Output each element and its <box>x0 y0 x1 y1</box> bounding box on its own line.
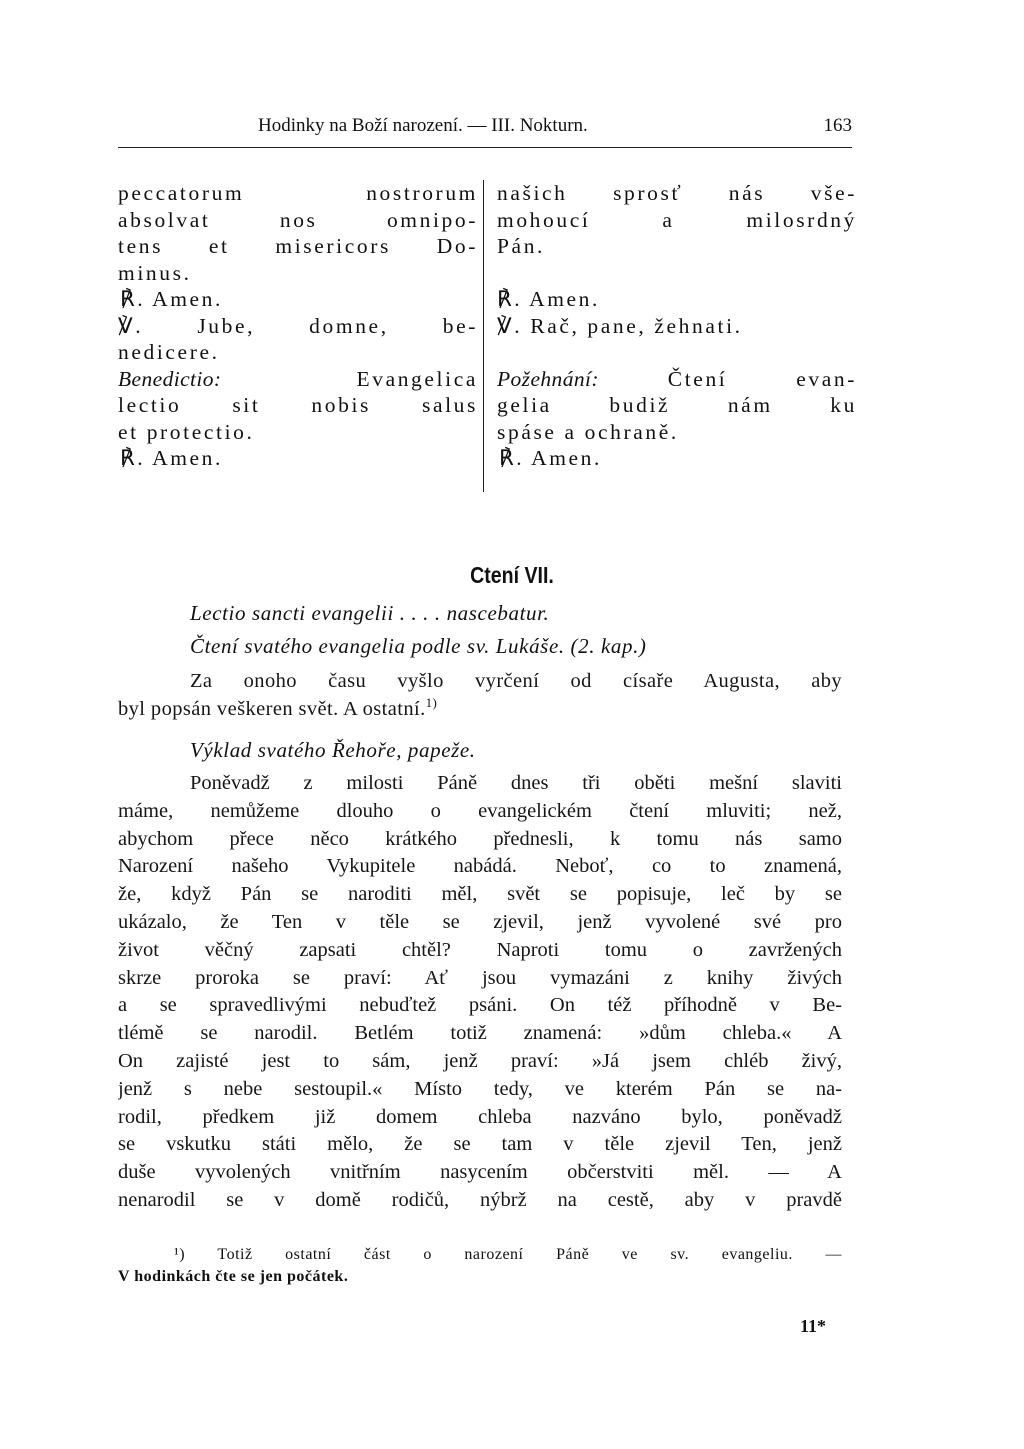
footnote-mark: 1) <box>425 695 438 710</box>
commentary-line-9: a se spravedlivými nebuďtež psáni. On též příhodně v Be- <box>118 994 842 1017</box>
latin-line-7: nedicere. <box>118 340 220 364</box>
czech-spacer <box>497 260 857 287</box>
footnote-line-1: ¹) Totiž ostatní část o narození Páně ve sv. evangeliu. — <box>174 1246 842 1263</box>
commentary-line-11: On zajisté jest to sám, jenž praví: »Já jsem chléb živý, <box>118 1049 842 1072</box>
gospel-line-1: Za onoho času vyšlo vyrčení od císaře Augusta, aby <box>190 670 842 692</box>
latin-line-9: lectio sit nobis salus <box>118 393 478 417</box>
latin-line-6: ℣. Jube, domne, be- <box>118 313 478 338</box>
commentary-line-6: ukázalo, že Ten v těle se zjevil, jenž vyvolené své pro <box>118 910 842 933</box>
signature-mark: 11* <box>800 1316 827 1336</box>
latin-line-4: minus. <box>118 260 192 285</box>
commentary-line-5: že, když Pán se naroditi měl, svět se popisuje, leč by se <box>118 883 842 906</box>
commentary-line-12: jenž s nebe sestoupil.« Místo tedy, ve kterém Pán se na- <box>118 1077 842 1100</box>
czech-line-5: ℣. Rač, pane, žehnati. <box>497 313 743 338</box>
benedictio-label: Benedictio: <box>118 366 222 391</box>
column-divider <box>483 180 484 492</box>
pozehnani-label: Požehnání: <box>497 366 599 391</box>
czech-line-2: mohoucí a milosrdný <box>497 207 857 232</box>
czech-line-8: spáse a ochraně. <box>497 419 679 444</box>
lectio-line: Lectio sancti evangelii . . . . nascebatur. <box>190 601 550 625</box>
running-title: Hodinky na Boží narození. — III. Nokturn. <box>258 115 588 136</box>
gospel-line-2-text: byl popsán veškeren svět. A ostatní. <box>118 697 426 720</box>
czech-line-7: gelia budiž nám ku <box>497 393 857 417</box>
czech-spacer-2 <box>497 339 857 366</box>
gospel-text <box>118 668 842 724</box>
page-number: 163 <box>823 115 852 136</box>
czech-line-1: našich sprosť nás vše- <box>497 181 857 205</box>
czech-line-4: ℟. Amen. <box>497 287 600 311</box>
latin-column <box>118 180 478 472</box>
commentary-line-8: skrze proroka se praví: Ať jsou vymazáni z knihy živých <box>118 966 842 989</box>
czech-line-3: Pán. <box>497 234 546 258</box>
footnote <box>118 1244 842 1288</box>
commentary-line-10: tlémě se narodil. Betlém totiž znamená: »dům chleba.« A <box>118 1022 842 1045</box>
commentary-line-2: máme, nemůžeme dlouho o evangelickém čtení mluviti; než, <box>118 799 842 822</box>
cteni-line: Čtení svatého evangelia podle sv. Lukáše. (2. kap.) <box>190 634 647 658</box>
latin-line-2: absolvat nos omnipo- <box>118 207 478 232</box>
commentary-line-1: Poněvadž z milosti Páně dnes tři oběti mešní slaviti <box>190 772 842 794</box>
czech-column <box>497 180 857 472</box>
commentary-text <box>118 770 842 1215</box>
footnote-line-2: V hodinkách čte se jen počátek. <box>118 1268 349 1285</box>
latin-line-10: et protectio. <box>118 419 255 444</box>
gospel-line-2 <box>118 696 842 724</box>
latin-line-1: peccatorum nostrorum <box>118 181 478 205</box>
czech-line-6-text: Čtení evan- <box>667 366 857 391</box>
czech-line-9: ℟. Amen. <box>499 446 602 470</box>
czech-line-6 <box>497 366 857 393</box>
latin-line-8 <box>118 366 478 393</box>
reading-heading: Ctení VII. <box>470 562 554 588</box>
commentary-title: Výklad svatého Řehoře, papeže. <box>190 738 476 762</box>
commentary-line-15: duše vyvolených vnitřním nasycením občerstviti měl. — A <box>118 1161 842 1184</box>
latin-line-3: tens et misericors Do- <box>118 234 478 258</box>
latin-line-11: ℟. Amen. <box>120 446 223 470</box>
commentary-line-13: rodil, předkem již domem chleba nazváno bylo, poněvadž <box>118 1105 842 1128</box>
latin-line-8-text: Evangelica <box>356 366 478 391</box>
commentary-line-7: život věčný zapsati chtěl? Naproti tomu o zavržených <box>118 938 842 961</box>
commentary-line-4: Narození našeho Vykupitele nabádá. Neboť, co to znamená, <box>118 855 842 878</box>
latin-line-5: ℟. Amen. <box>120 287 223 311</box>
commentary-line-3: abychom přece něco krátkého přednesli, k tomu nás samo <box>118 827 842 850</box>
running-header <box>118 113 852 148</box>
commentary-line-16: nenarodil se v domě rodičů, nýbrž na cestě, aby v pravdě <box>118 1188 842 1211</box>
commentary-line-14: se vskutku státi mělo, že se tam v těle zjevil Ten, jenž <box>118 1133 842 1156</box>
